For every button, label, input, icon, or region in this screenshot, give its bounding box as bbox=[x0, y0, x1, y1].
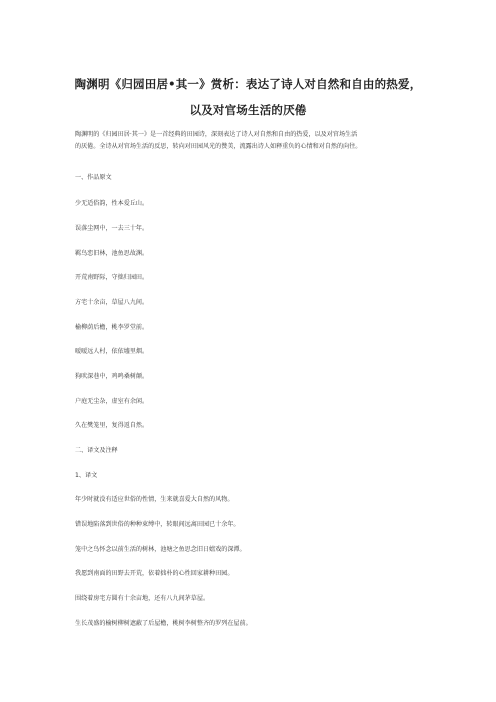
poem-line: 少无适俗韵，性本爱丘山。 bbox=[75, 200, 149, 207]
section-heading-translation: 二、译文及注释 bbox=[75, 447, 118, 454]
translation-line: 我愿到南面的田野去开荒，依着拙朴的心性回家耕种田园。 bbox=[75, 570, 234, 577]
poem-line: 暧暧远人村，依依墟里烟。 bbox=[75, 348, 149, 355]
intro-line-2: 的厌倦。全诗从对官场生活的反思，转向对田园风光的赞美，流露出诗人如释重负的心情和对自然的向往。 bbox=[75, 143, 362, 150]
intro-paragraph bbox=[75, 129, 425, 153]
poem-line: 久在樊笼里，复得返自然。 bbox=[75, 422, 149, 429]
document-title-line-1: 陶渊明《归园田居•其一》赏析：表达了诗人对自然和自由的热爱， bbox=[74, 77, 422, 91]
translation-line: 生长茂盛的榆树柳树遮蔽了后屋檐，桃树李树整齐的罗列在屋前。 bbox=[75, 620, 252, 627]
poem-line: 误落尘网中，一去三十年。 bbox=[75, 225, 149, 232]
translation-line: 笼中之鸟怀念以前生活的树林，池塘之鱼思念旧日嬉戏的深潭。 bbox=[75, 546, 246, 553]
poem-line: 狗吠深巷中，鸡鸣桑树颠。 bbox=[75, 373, 149, 380]
document-title-line-2: 以及对官场生活的厌倦 bbox=[189, 103, 307, 117]
poem-line: 榆柳荫后檐，桃李罗堂前。 bbox=[75, 324, 149, 331]
poem-line: 羁鸟恋旧林，池鱼思故渊。 bbox=[75, 250, 149, 257]
poem-line: 户庭无尘杂，虚室有余闲。 bbox=[75, 398, 149, 405]
poem-line: 开荒南野际，守拙归园田。 bbox=[75, 274, 149, 281]
translation-line: 围绕着房宅方圆有十余亩地，还有八九间茅草屋。 bbox=[75, 595, 210, 602]
subsection-heading-translation: 1、译文 bbox=[75, 472, 98, 479]
intro-line-1: 陶渊明的《归园田居·其一》是一首经典的田园诗，深刻表达了诗人对自然和自由的热爱，以及对官场生活 bbox=[75, 131, 358, 138]
poem-line: 方宅十余亩，草屋八九间。 bbox=[75, 299, 149, 306]
translation-line: 错误地陷落到世俗的种种束缚中，转眼间远离田园已十余年。 bbox=[75, 521, 240, 528]
translation-line: 年少时就没有适应世俗的性情，生来就喜爱大自然的风物。 bbox=[75, 496, 234, 503]
section-heading-original-text: 一、作品原文 bbox=[75, 174, 112, 181]
